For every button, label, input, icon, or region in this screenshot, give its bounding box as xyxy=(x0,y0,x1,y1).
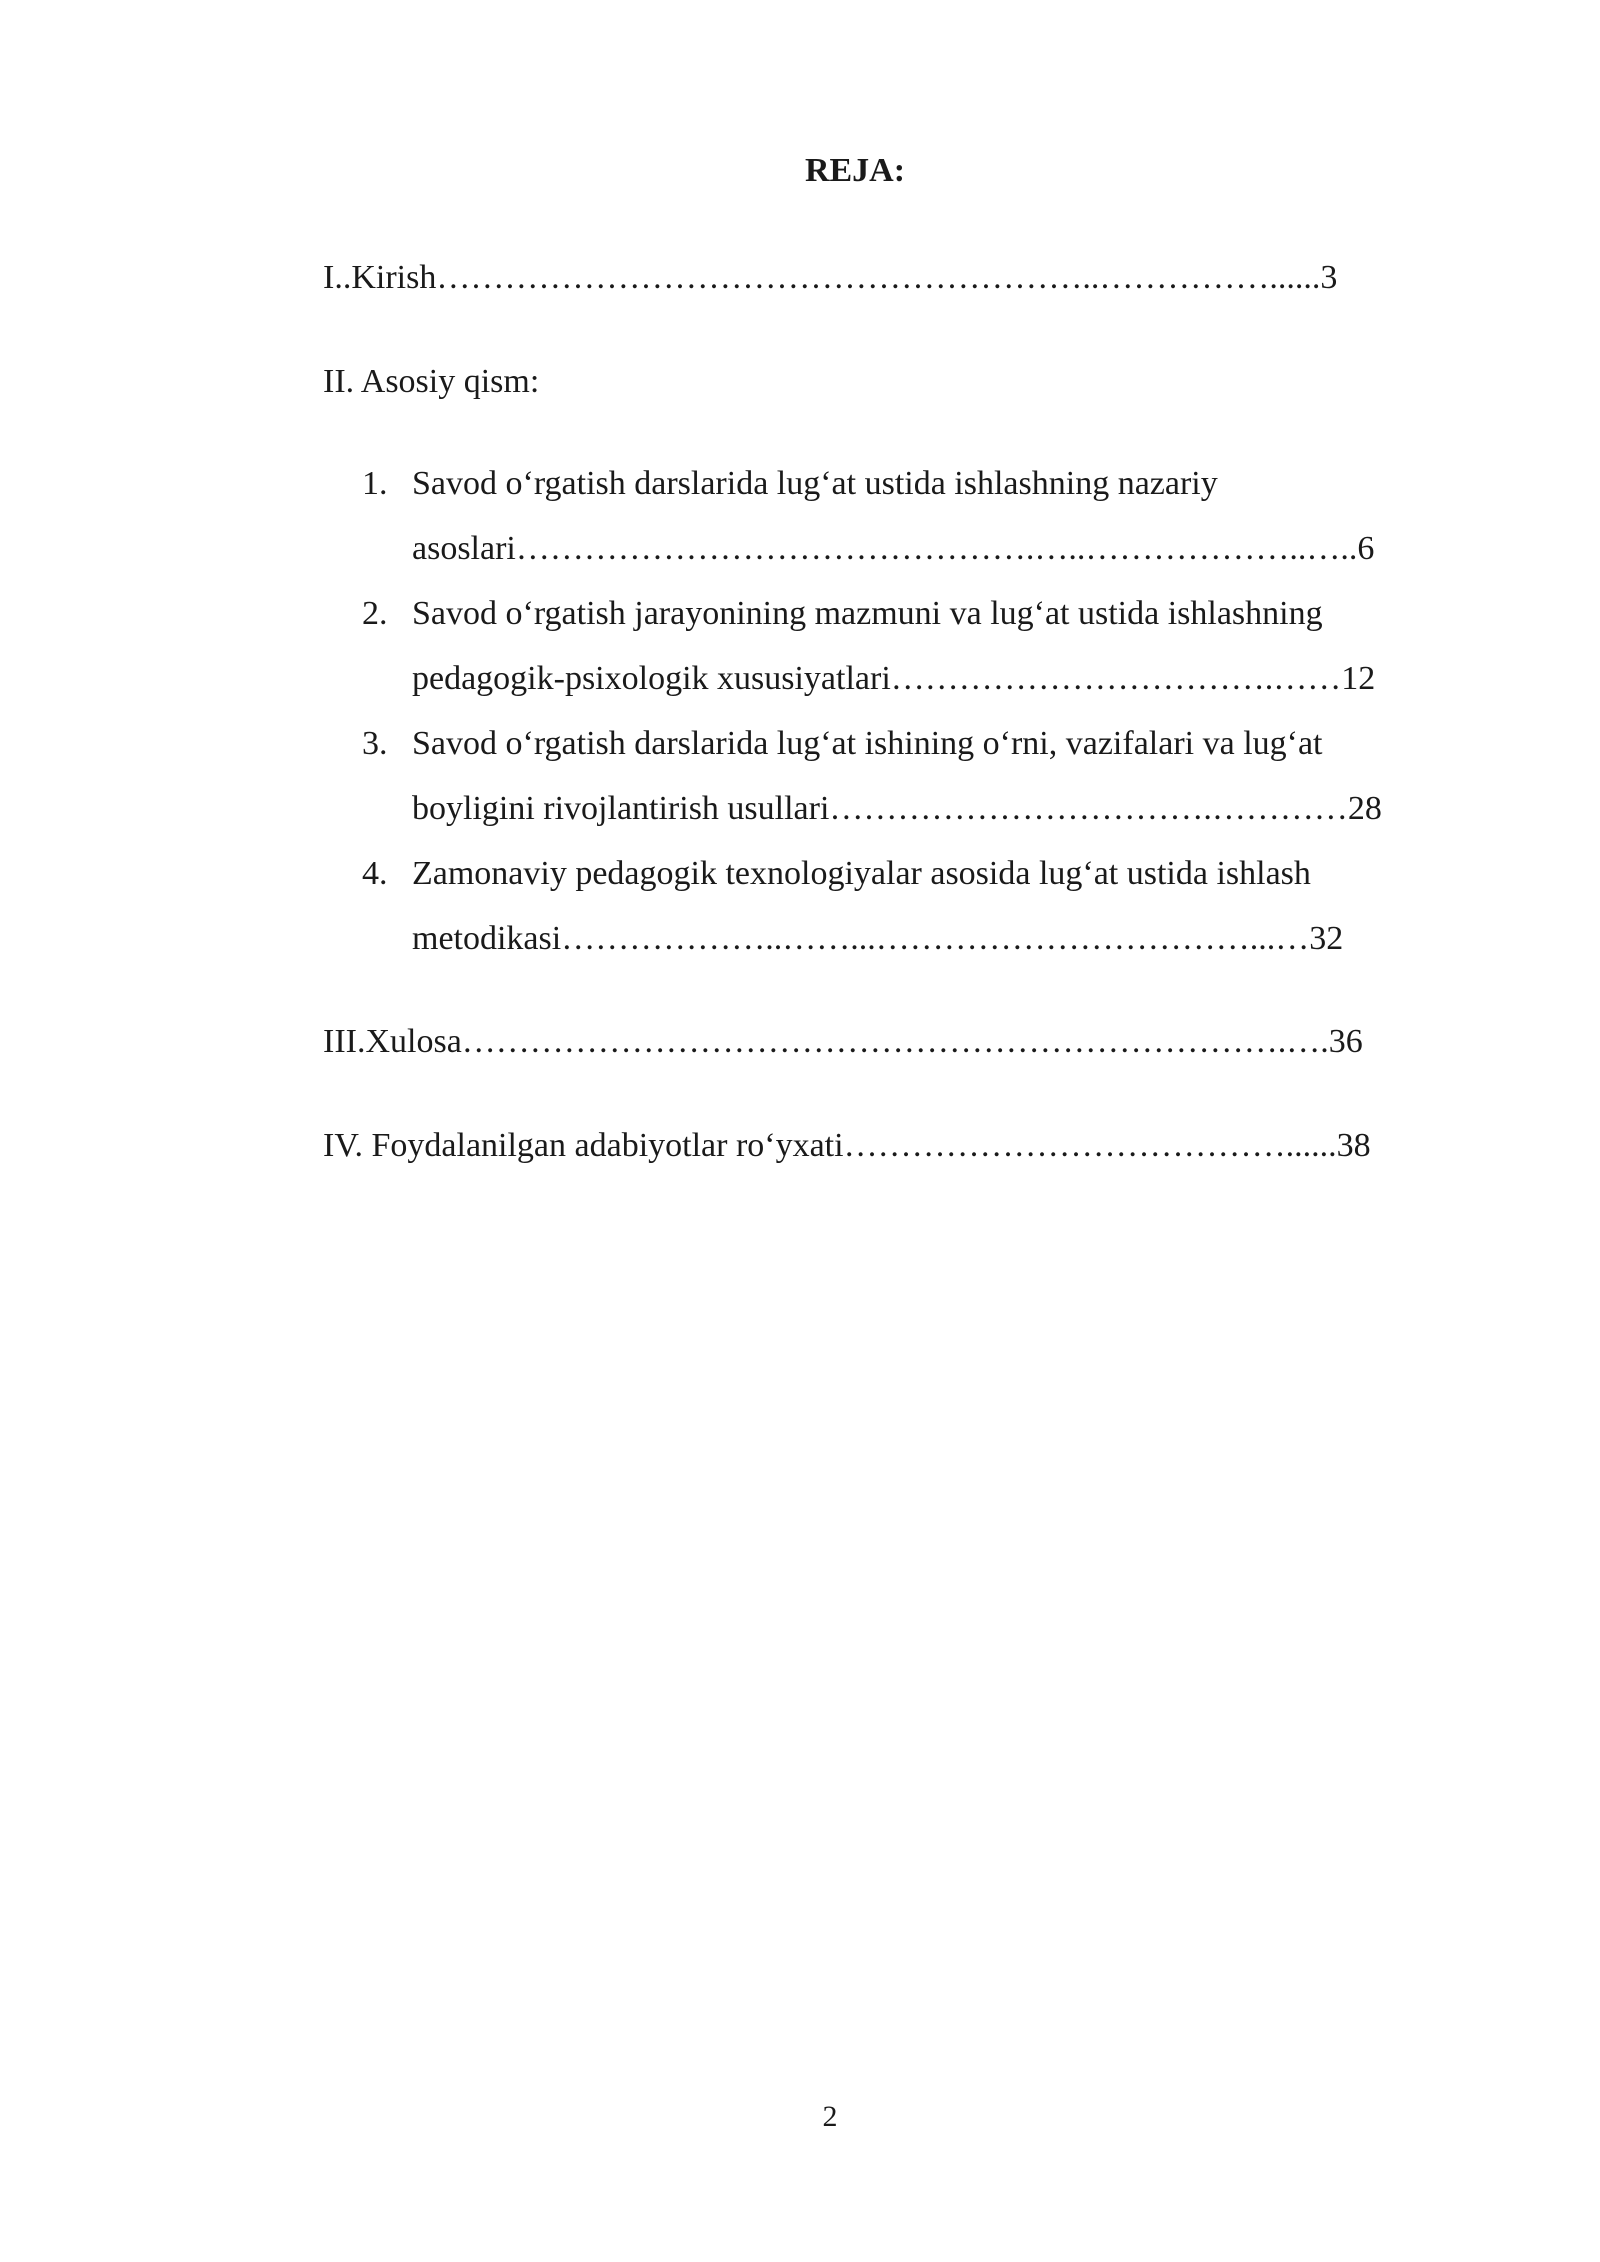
toc-item-line: Savod o‘rgatish darslarida lug‘at ishining o‘rni, vazifalari va lug‘at xyxy=(412,725,1323,762)
toc-intro: I..Kirish…………………………………………………..……………......3 xyxy=(323,259,1338,296)
toc-item-line: asoslari……………………………………….…..………………..…..6 xyxy=(412,530,1375,567)
toc-item-number: 1. xyxy=(362,465,388,502)
toc-item-number: 3. xyxy=(362,725,388,762)
toc-item-line: metodikasi………………..……...……………………………...…32 xyxy=(412,920,1344,957)
toc-item-number: 4. xyxy=(362,855,388,892)
toc-item-number: 2. xyxy=(362,595,388,632)
page-number: 2 xyxy=(822,2100,838,2133)
toc-references: IV. Foydalanilgan adabiyotlar ro‘yxati…………………………………......38 xyxy=(323,1127,1371,1164)
toc-item-line: pedagogik-psixologik xususiyatlari…………………………….……12 xyxy=(412,660,1376,697)
page-title: REJA: xyxy=(804,152,906,189)
toc-item-line: Savod o‘rgatish darslarida lug‘at ustida ishlashning nazariy xyxy=(412,465,1218,502)
toc-main-heading: II. Asosiy qism: xyxy=(323,363,540,400)
toc-conclusion: III.Xulosa……………………………………………………………….….36 xyxy=(323,1023,1363,1060)
toc-item-line: boyligini rivojlantirish usullari…………………………….…………28 xyxy=(412,790,1382,827)
toc-item-line: Savod o‘rgatish jarayonining mazmuni va lug‘at ustida ishlashning xyxy=(412,595,1323,632)
toc-item-line: Zamonaviy pedagogik texnologiyalar asosida lug‘at ustida ishlash xyxy=(412,855,1311,892)
